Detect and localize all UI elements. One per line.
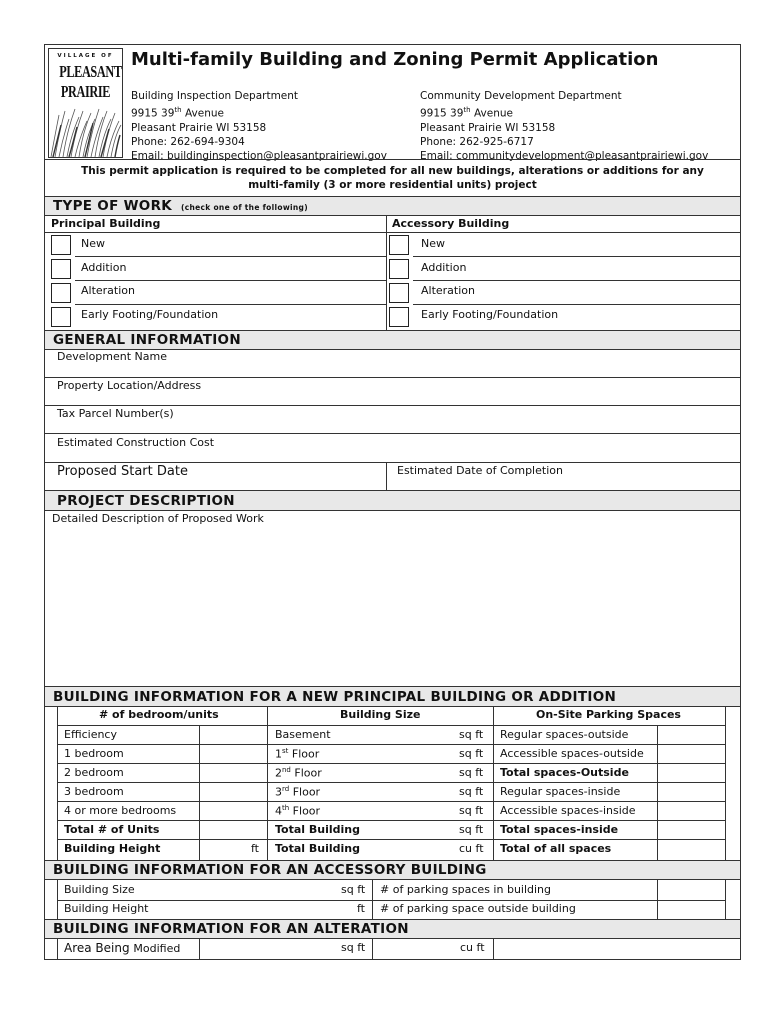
accessory-alteration-label: Alteration (421, 284, 475, 297)
principal-addition-checkbox[interactable] (51, 259, 71, 279)
logo-word-1: PLEASANT (59, 62, 122, 81)
accessory-new-checkbox[interactable] (389, 235, 409, 255)
principal-early-footing-label: Early Footing/Foundation (81, 308, 219, 321)
alteration-header: BUILDING INFORMATION FOR AN ALTERATION (45, 919, 740, 939)
principal-new-checkbox[interactable] (51, 235, 71, 255)
property-location-field[interactable]: Property Location/Address (57, 379, 202, 392)
parking-outside-building-label: # of parking space outside building (380, 902, 576, 915)
building-accessory-header: BUILDING INFORMATION FOR AN ACCESSORY BUILDING (45, 860, 740, 880)
type-of-work-header: TYPE OF WORK (check one of the following) (45, 196, 740, 216)
total-units-label: Total # of Units (64, 823, 160, 836)
floor-3-label: 3rd Floor (275, 785, 321, 799)
area-modified-label: Area Being Modified (64, 941, 181, 955)
total-sqft-unit: sq ft (459, 823, 484, 836)
floor-2-unit: sq ft (459, 766, 484, 779)
dept-name: Building Inspection Department (131, 90, 299, 102)
total-inside-label: Total spaces-inside (500, 823, 619, 836)
logo-word-2: PRAIRIE (60, 82, 111, 101)
logo-top-text: VILLAGE OF (57, 53, 114, 59)
units-3-bedroom-label: 3 bedroom (64, 785, 124, 798)
accessory-height-label: Building Height (64, 902, 149, 915)
units-4-plus-label: 4 or more bedrooms (64, 804, 177, 817)
permit-form (44, 44, 741, 960)
dept-street: 9915 39th Avenue (131, 106, 224, 120)
village-logo (48, 48, 123, 158)
accessible-outside-label: Accessible spaces-outside (500, 747, 644, 760)
regular-outside-label: Regular spaces-outside (500, 728, 629, 741)
floor-1-unit: sq ft (459, 747, 484, 760)
principal-addition-label: Addition (81, 261, 127, 274)
permit-notice: This permit application is required to be completed for all new buildings, alterations or additions for any multi-family (3 or more residential units) project (81, 165, 704, 191)
area-cuft-unit: cu ft (460, 941, 485, 954)
project-description-header: PROJECT DESCRIPTION (45, 490, 740, 511)
accessory-alteration-checkbox[interactable] (389, 283, 409, 303)
prairie-grass-icon (49, 105, 122, 157)
units-1-bedroom-label: 1 bedroom (64, 747, 124, 760)
principal-alteration-checkbox[interactable] (51, 283, 71, 303)
accessory-early-footing-checkbox[interactable] (389, 307, 409, 327)
total-all-spaces-label: Total of all spaces (500, 842, 612, 855)
total-building-sqft-label: Total Building (275, 823, 360, 836)
total-outside-label: Total spaces-Outside (500, 766, 629, 779)
accessible-inside-label: Accessible spaces-inside (500, 804, 636, 817)
tax-parcel-field[interactable]: Tax Parcel Number(s) (57, 407, 174, 420)
parking-in-building-label: # of parking spaces in building (380, 883, 552, 896)
parking-spaces-header: On-Site Parking Spaces (536, 708, 681, 721)
community-development-contact (420, 89, 708, 163)
total-cuft-unit: cu ft (459, 842, 484, 855)
floor-2-label: 2nd Floor (275, 766, 322, 780)
accessory-addition-label: Addition (421, 261, 467, 274)
bedroom-units-header: # of bedroom/units (99, 708, 219, 721)
basement-unit: sq ft (459, 728, 484, 741)
accessory-height-unit: ft (357, 902, 365, 915)
building-height-label: Building Height (64, 842, 161, 855)
floor-1-label: 1st Floor (275, 747, 320, 761)
floor-4-label: 4th Floor (275, 804, 321, 818)
principal-early-footing-checkbox[interactable] (51, 307, 71, 327)
accessory-building-header: Accessory Building (392, 217, 510, 230)
dept-phone: Phone: 262-925-6717 (420, 135, 534, 148)
project-description-field[interactable]: Detailed Description of Proposed Work (52, 512, 264, 525)
building-size-header: Building Size (340, 708, 421, 721)
regular-inside-label: Regular spaces-inside (500, 785, 621, 798)
development-name-field[interactable]: Development Name (57, 350, 167, 363)
floor-4-unit: sq ft (459, 804, 484, 817)
principal-building-header: Principal Building (51, 217, 161, 230)
completion-date-field[interactable]: Estimated Date of Completion (397, 464, 563, 477)
dept-email: Email: buildinginspection@pleasantprairiewi.gov (131, 149, 387, 162)
building-inspection-contact (131, 89, 387, 163)
accessory-addition-checkbox[interactable] (389, 259, 409, 279)
principal-new-label: New (81, 237, 105, 250)
dept-phone: Phone: 262-694-9304 (131, 135, 245, 148)
units-2-bedroom-label: 2 bedroom (64, 766, 124, 779)
units-efficiency-label: Efficiency (64, 728, 117, 741)
floor-basement-label: Basement (275, 728, 331, 741)
dept-street: 9915 39th Avenue (420, 106, 513, 120)
building-new-header: BUILDING INFORMATION FOR A NEW PRINCIPAL BUILDING OR ADDITION (45, 686, 740, 707)
general-information-header: GENERAL INFORMATION (45, 330, 740, 350)
total-building-cuft-label: Total Building (275, 842, 360, 855)
start-date-field[interactable]: Proposed Start Date (57, 464, 188, 479)
form-title: Multi-family Building and Zoning Permit Application (131, 49, 659, 70)
building-height-unit: ft (251, 842, 259, 855)
dept-email: Email: communitydevelopment@pleasantprairiewi.gov (420, 149, 709, 162)
area-sqft-unit: sq ft (341, 941, 366, 954)
principal-alteration-label: Alteration (81, 284, 135, 297)
accessory-size-unit: sq ft (341, 883, 366, 896)
construction-cost-field[interactable]: Estimated Construction Cost (57, 436, 215, 449)
accessory-new-label: New (421, 237, 445, 250)
accessory-early-footing-label: Early Footing/Foundation (421, 308, 559, 321)
dept-city: Pleasant Prairie WI 53158 (420, 121, 556, 134)
accessory-size-label: Building Size (64, 883, 135, 896)
floor-3-unit: sq ft (459, 785, 484, 798)
dept-name: Community Development Department (420, 90, 622, 102)
dept-city: Pleasant Prairie WI 53158 (131, 121, 267, 134)
